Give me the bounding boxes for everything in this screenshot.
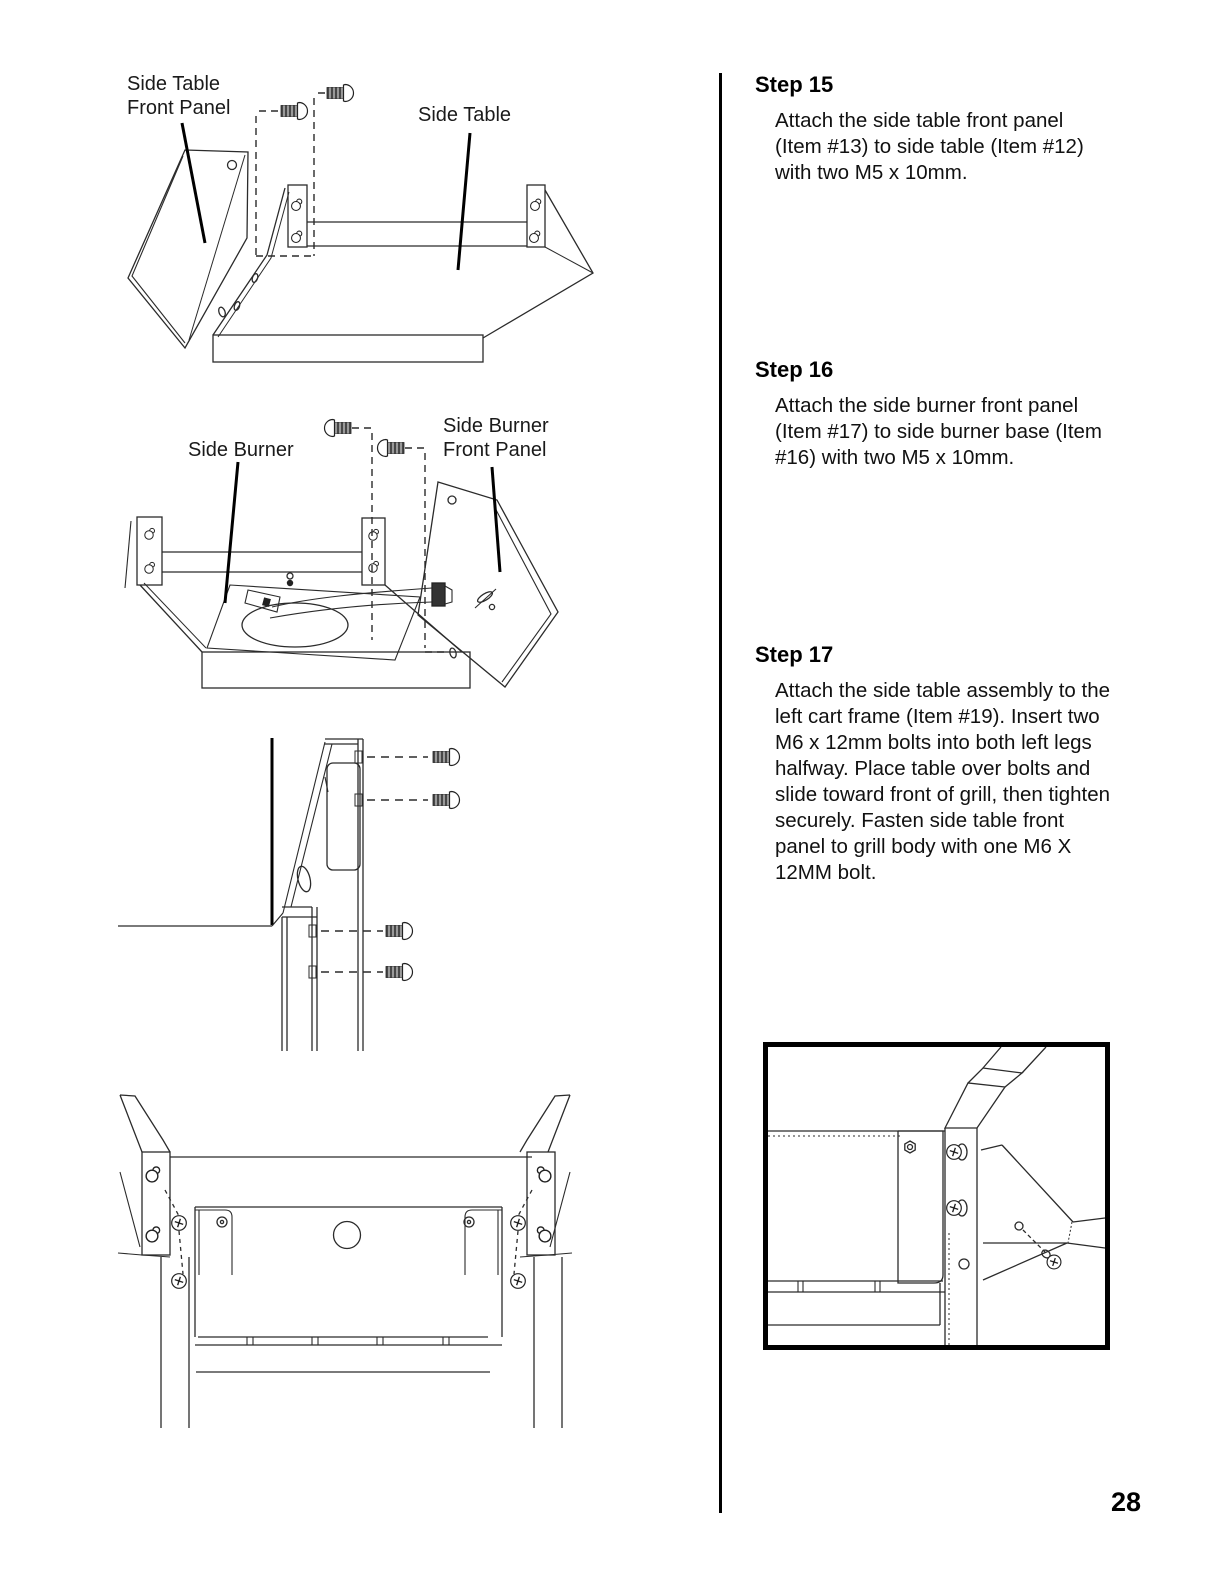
table-bottom-edges	[768, 1281, 945, 1325]
side-table-bracket	[282, 742, 362, 1051]
label-side-table-front-panel: Side Table Front Panel	[127, 73, 231, 119]
step-16	[755, 357, 1107, 471]
alignment-dashed-lines	[352, 428, 444, 652]
figure-table-leg-bolts	[105, 725, 525, 1055]
screw-m5	[325, 420, 405, 457]
step-16-title: Step 16	[755, 357, 834, 382]
step-17-body: Attach the side table assembly to the left cart frame (Item #19). Insert two M6 x 12mm bolts into both left legs halfway. Place table over bolts and slide toward front of grill, then tighten securely. Fasten side table front panel to grill body with one M6 X 12MM bolt.	[775, 679, 1111, 884]
figure-inset-attachment-detail	[768, 1047, 1105, 1345]
page-number: 28	[1111, 1487, 1142, 1517]
leader-line	[225, 462, 238, 603]
step-17	[755, 642, 1111, 886]
alignment-dashed-lines	[256, 93, 325, 256]
side-burner-brace	[983, 1145, 1105, 1280]
leader-line	[458, 133, 470, 270]
leader-line	[182, 123, 205, 243]
bolt-dashed-lines	[321, 757, 428, 972]
cart-frame-rail	[325, 739, 363, 1051]
side-table-part	[213, 185, 593, 362]
screw-dashed-lines	[165, 1190, 532, 1274]
figure-table-mounted-front-view	[95, 1075, 595, 1435]
right-cart-leg	[520, 1095, 572, 1428]
left-cart-leg	[118, 1095, 189, 1428]
step-16-body: Attach the side burner front panel (Item #17) to side burner base (Item #16) with two M5 x 10mm.	[775, 394, 1103, 469]
screw-m5	[281, 85, 354, 120]
label-side-table: Side Table	[418, 104, 512, 126]
side-burner-base-part	[125, 517, 470, 688]
step-15-body: Attach the side table front panel (Item #13) to side table (Item #12) with two M5 x 10mm.	[775, 109, 1084, 184]
label-side-burner-front-panel: Side Burner Front Panel	[443, 415, 549, 461]
table-front-panel	[195, 1207, 502, 1372]
step-15-title: Step 15	[755, 72, 834, 97]
bolt-m6	[386, 749, 460, 981]
cart-leg	[945, 1233, 977, 1345]
column-divider	[719, 73, 722, 1513]
step-17-title: Step 17	[755, 642, 834, 667]
leader-line	[492, 467, 500, 572]
inset-detail-box	[763, 1042, 1110, 1350]
label-side-burner: Side Burner	[188, 439, 294, 461]
table-side-plate	[898, 1131, 943, 1283]
step-15	[755, 72, 1107, 186]
